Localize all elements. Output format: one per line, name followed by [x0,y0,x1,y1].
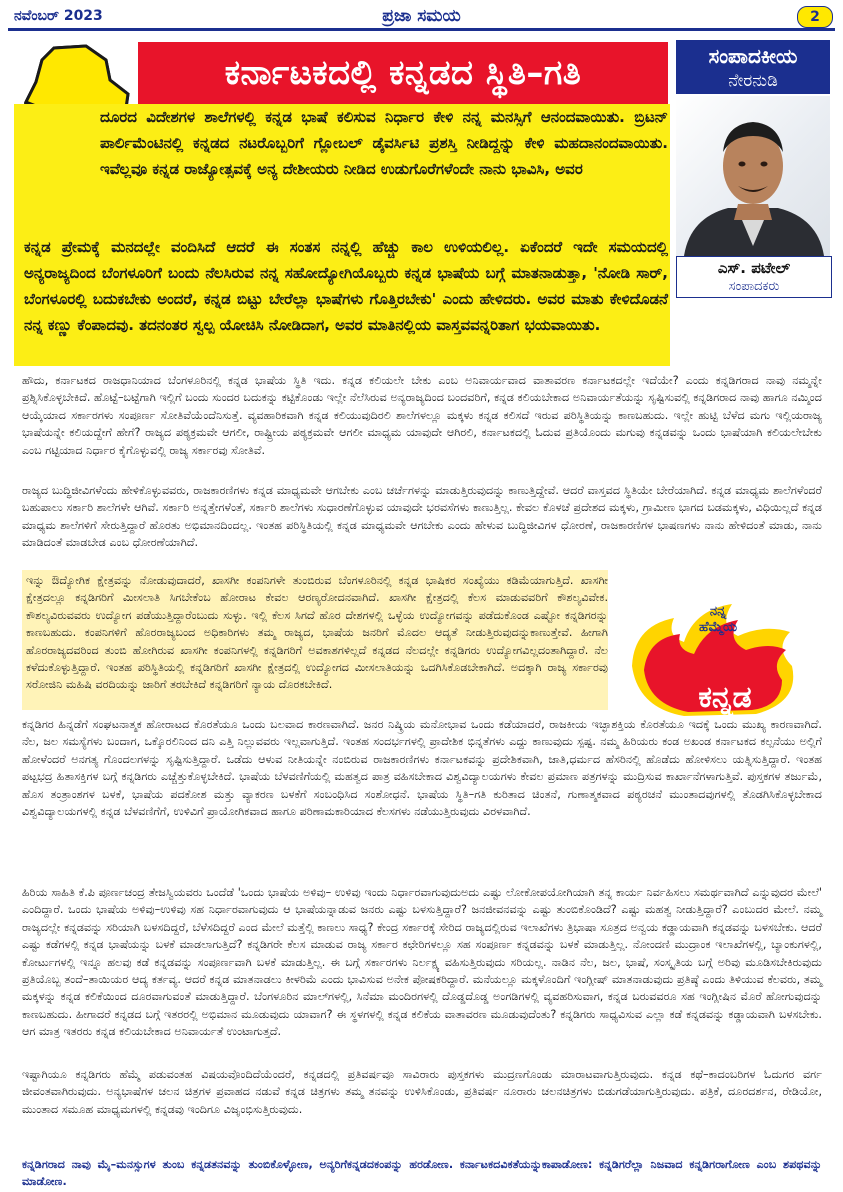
closing-pledge: ಕನ್ನಡಿಗರಾದ ನಾವು ಮೈ–ಮನಸ್ಸುಗಳ ತುಂಬ ಕನ್ನಡತನವನ್ನು ತುಂಬಿಕೊಳ್ಳೋಣ, ಅನ್ಯರಿಗೆಕನ್ನಡದಕಂಪನ್ನು ಹರಡೋಣ. ಕರ್ನಾಟಕದವಿಕತೆಯನ್ನುಕಾಪಾಡೋಣ: ಕನ್ನಡಿಗರೆಲ್ಲಾ ನಿಜವಾದ ಕನ್ನಡಿಗರಾಗೋಣ ಎಂಬ ಶಪಥವನ್ನು ಮಾಡೋಣ. [22,1158,822,1189]
body-paragraph-3: ಇನ್ನು ಔದ್ಯೋಗಿಕ ಕ್ಷೇತ್ರವನ್ನು ನೋಡುವುದಾದರೆ, ಖಾಸಗೀ ಕಂಪನಿಗಳೇ ತುಂಬಿರುವ ಬೆಂಗಳೂರಿನಲ್ಲಿ ಕನ್ನಡ ಭಾಷಿಕರ ಸಂಖ್ಯೆಯು ಕಡಿಮೆಯಾಗುತ್ತಿದೆ. ಖಾಸಗೀ ಕ್ಷೇತ್ರದಲ್ಲೂ ಕನ್ನಡಿಗರಿಗೆ ಮೀಸಲಾತಿ ಸಿಗಬೇಕೆಂಬ ಹೋರಾಟ ಕೇವಲ ಆರಣ್ಯರೋದನವಾಗಿದೆ. ಖಾಸಗೀ ಕ್ಷೇತ್ರದಲ್ಲಿ ಕೆಲಸ ಮಾಡುವವರಿಗೆ ಕೌಶಲ್ಯವಿವೇಕ. ಕೌಶಲ್ಯವಿರುವವರು ಉದ್ಯೋಗ ಪಡೆಯುತ್ತಿದ್ದಾರೆಂಬುದು ಸುಳ್ಳು. ಇಲ್ಲಿ ಕೆಲಸ ಸಿಗದೆ ಹೊರ ದೇಶಗಳಲ್ಲಿ ಒಳ್ಳೆಯ ಉದ್ಯೋಗವನ್ನು ಪಡೆದುಕೊಂಡ ಎಷ್ಟೋ ಕನ್ನಡಿಗರನ್ನು ಕಾಣಬಹುದು. ಕಂಪನಿಗಳಿಗೆ ಹೊರರಾಜ್ಯಬಂದ ಅಧಿಕಾರಿಗಳು ತಮ್ಮ ರಾಜ್ಯದ, ಭಾಷೆಯ ಜನರಿಗೆ ಮೊದಲ ಆದ್ಯತೆ ನೀಡುತ್ತಿರುವುದನ್ನುಕಾಣುತ್ತೇವೆ. ಹೀಗಾಗಿ ಹೊರರಾಜ್ಯದವರಿಂದ ತುಂಬಿ ಹೋಗಿರುವ ಖಾಸಗೀ ಕಂಪನಿಗಳಲ್ಲಿ ಕನ್ನಡಿಗರಿಗೆ ಅವಕಾಶಗಳಿಲ್ಲದೆ ಕನ್ನಡದ ನೆಲದಲ್ಲೇ ಕನ್ನಡಿಗರು ಉದ್ಯೋಗವಿಲ್ಲದಂತಾಗಿದ್ದಾರೆ. ನೆಲ ಕಳೆದುಕೊಳ್ಳುತ್ತಿದ್ದಾರೆ. ಇಂತಹ ಪರಿಸ್ಥಿತಿಯಲ್ಲಿ ಕನ್ನಡಿಗರಿಗೆ ಖಾಸಗೀ ಕ್ಷೇತ್ರದಲ್ಲಿ ಉದ್ಯೋಗದ ಮೀಸಲಾತಿಯನ್ನು ಒದಗಿಸಿಕೊಡಬೇಕಾಗಿದೆ. ಅದಕ್ಕಾಗಿ ರಾಜ್ಯ ಸರ್ಕಾರವು ಸರೋಜಿನಿ ಮಹಿಷಿ ವರದಿಯನ್ನು ಜಾರಿಗೆ ತರಬೇಕಿದೆ ಕನ್ನಡಿಗರಿಗೆ ನ್ಯಾಯ ದೊರಕಬೇಕಿದೆ. [26,574,608,692]
header-rule [8,28,835,31]
newspaper-title: ಪ್ರಜಾ ಸಮಯ [382,6,461,26]
emblem-word: ಕನ್ನಡ [698,680,752,715]
body-paragraph-4: ಕನ್ನಡಿಗರ ಹಿನ್ನಡೆಗೆ ಸಂಘಟನಾತ್ಮಕ ಹೋರಾಟದ ಕೊರತೆಯೂ ಒಂದು ಬಲವಾದ ಕಾರಣವಾಗಿದೆ. ಜನರ ನಿಷ್ಕ್ರಿಯ ಮನೋಭಾವ ಒಂದು ಕಡೆಯಾದರೆ, ರಾಜಕೀಯ ಇಚ್ಛಾಶಕ್ತಿಯ ಕೊರತೆಯೂ ಇದಕ್ಕೆ ಒಂದು ಮುಖ್ಯ ಕಾರಣವಾಗಿದೆ. ನೆಲ, ಜಲ ಸಮಸ್ಯೆಗಳು ಬಂದಾಗ, ಒಕ್ಕೊರಲಿನಿಂದ ದನಿ ಎತ್ತಿ ನಿಲ್ಲುವವರು ಇಲ್ಲವಾಗುತ್ತಿದೆ. ಇಂತಹ ಸಂದರ್ಭಗಳಲ್ಲಿ ಪ್ರಾದೇಶಿಕ ಭಿನ್ನತೆಗಳು ಎದ್ದು ಕಾಣುವುದು ಸ್ಪಷ್ಟ. ನಮ್ಮ ಹಿರಿಯರು ಕಂಡ ಅಖಂಡ ಕರ್ನಾಟಕದ ಕಲ್ಪನೆಯು ಅಲ್ಲಿಗೆ ಹೋಳೆಂದರೆ ಅನಗತ್ಯ ಗೊಂದಲಗಳನ್ನು ಸೃಷ್ಟಿಸುತ್ತಿದ್ದಾರೆ. ಒಡೆದು ಆಳುವ ನೀತಿಯನ್ನೇ ನಂಬಿರುವ ರಾಜಕಾರಣಿಗಳು ಕರ್ನಾಟಕವನ್ನು ಪ್ರದೇಶಿಕವಾಗಿ, ಜಾತಿ,ಧರ್ಮದ ಹೆಸರಿನಲ್ಲಿ ಹೊಡೆದು ಹೋಳಿಸಲು ಯತ್ನಿಸುತ್ತಿದ್ದಾರೆ. ಇಂತಹ ಪಟ್ಟಭದ್ರ ಹಿತಾಸಕ್ತಿಗಳ ಬಗ್ಗೆ ಕನ್ನಡಿಗರು ಎಚ್ಚೆತ್ತುಕೊಳ್ಳಬೇಕಿದೆ. ಭಾಷೆಯ ಬೆಳವಣಿಗೆಯಲ್ಲಿ ಮಹತ್ವದ ಪಾತ್ರ ವಹಿಸಬೇಕಾದ ವಿಶ್ವವಿದ್ಯಾಲಯಗಳು ಕೇವಲ ಪ್ರಮಾಣ ಪತ್ರಗಳನ್ನು ಮುದ್ರಿಸುವ ಕಾರ್ಖಾನೆಗಳಾಗುತ್ತಿವೆ. ಪುಸ್ತಕಗಳ ತರ್ಜುಮೆ, ಹೊಸ ತಂತ್ರಾಂಶಗಳ ಬಳಕೆ, ಭಾಷೆಯ ಪದಕೋಶ ಮತ್ತು ವ್ಯಾಕರಣ ಬಳಕೆಗೆ ಸಂಬಂಧಿಸಿದ ಸಂಶೋಧನೆ. ಭಾಷೆಯ ಸ್ಥಿತಿ–ಗತಿ ಕುರಿತಾದ ಚಿಂತನೆ, ಗುಣಾತ್ಮಕವಾದ ಪಠ್ಯರಚನೆ ಮುಂತಾದವುಗಳಲ್ಲಿ ತೊಡಗಿಸಿಕೊಳ್ಳಬೇಕಾದ ವಿಶ್ವವಿದ್ಯಾಲಯಗಳಲ್ಲಿ ಕನ್ನಡ ಬೆಳವಣಿಗೆಗೆ, ಉಳಿವಿಗೆ ಪ್ರಾಯೋಗಿಕವಾದ ಹಾಗೂ ಪರಿಣಾಮಕಾರಿಯಾದ ಕೆಲಸಗಳು ನಡೆಯುತ್ತಿರುವುದು ವಿರಳವಾಗಿದೆ. [22,718,822,819]
editor-photo [676,96,830,256]
editorial-lower-text: ಕನ್ನಡ ಪ್ರೇಮಕ್ಕೆ ಮನದಲ್ಲೇ ವಂದಿಸಿದೆ ಆದರೆ ಈ ಸಂತಸ ನನ್ನಲ್ಲಿ ಹೆಚ್ಚು ಕಾಲ ಉಳಿಯಲಿಲ್ಲ. ಏಕೆಂದರೆ ಇದೇ ಸಮಯದಲ್ಲಿ ಅನ್ಯರಾಜ್ಯದಿಂದ ಬೆಂಗಳೂರಿಗೆ ಬಂದು ನೆಲಸಿರುವ ನನ್ನ ಸಹೋದ್ಯೋಗಿಯೊಬ್ಬರು ಕನ್ನಡ ಭಾಷೆಯ ಬಗ್ಗೆ ಮಾತನಾಡುತ್ತಾ, 'ನೋಡಿ ಸಾರ್, ಬೆಂಗಳೂರಲ್ಲಿ ಬದುಕಬೇಕು ಅಂದರೆ, ಕನ್ನಡ ಬಿಟ್ಟು ಬೇರೆಲ್ಲಾ ಭಾಷೆಗಳು ಗೊತ್ತಿರಬೇಕು' ಎಂದು ಹೇಳಿದರು. ಅವರ ಮಾತು ಕೇಳಿದೊಡನೆ ನನ್ನ ಕಣ್ಣು ಕೆಂಪಾದವು. ತದನಂತರ ಸ್ವಲ್ಪ ಯೋಚಿಸಿ ನೋಡಿದಾಗ, ಅವರ ಮಾತಿನಲ್ಲಿಯ ವಾಸ್ತವವನ್ನರಿತಾಗ ಭಯವಾಯಿತು. [24,238,668,334]
emblem-caption [688,604,748,636]
emblem-line-1: ನನ್ನ [709,604,727,619]
editor-byline [676,256,832,298]
editorial-upper-text: ದೂರದ ವಿದೇಶಗಳ ಶಾಲೆಗಳಲ್ಲಿ ಕನ್ನಡ ಭಾಷೆ ಕಲಿಸುವ ನಿರ್ಧಾರ ಕೇಳಿ ನನ್ನ ಮನಸ್ಸಿಗೆ ಆನಂದವಾಯಿತು. ಬ್ರಿಟನ್ ಪಾರ್ಲಿಮೆಂಟಿನಲ್ಲಿ ಕನ್ನಡದ ನಟರೊಬ್ಬರಿಗೆ ಗ್ಲೋಬಲ್ ಡೈವರ್ಸಿಟಿ ಪ್ರಶಸ್ತಿ ನೀಡಿದ್ದನ್ನು ಕೇಳಿ ಮಹದಾನಂದವಾಯಿತು. ಇವೆಲ್ಲವೂ ಕನ್ನಡ ರಾಜ್ಯೋತ್ಸವಕ್ಕೆ ಅನ್ಯ ದೇಶೀಯರು ನೀಡಿದ ಉಡುಗೊರೆಗಳೆಂದೇ ನಾನು ಭಾವಿಸಿ, ಅವರ [100,108,668,178]
emblem-line-2: ಹೆಮ್ಮೆಯ [698,620,738,635]
editor-role: ಸಂಪಾದಕರು [728,279,780,294]
body-paragraph-5: ಹಿರಿಯ ಸಾಹಿತಿ ಕೆ.ಪಿ ಪೂರ್ಣಚಂದ್ರ ತೇಜಸ್ವಿಯವರು ಒಂದೆಡೆ 'ಒಂದು ಭಾಷೆಯ ಅಳಿವು– ಉಳಿವು ಇಂದು ನಿರ್ಧಾರವಾಗುವುದುಅದು ಎಷ್ಟು ಲೋಕೋಪಯೋಗಿಯಾಗಿ ತನ್ನ ಕಾರ್ಯ ನಿರ್ವಹಿಸಲು ಸಮರ್ಥವಾಗಿದೆ ಎನ್ನುವುದರ ಮೇಲೆ' ಎಂದಿದ್ದಾರೆ. ಒಂದು ಭಾಷೆಯ ಅಳಿವು–ಉಳಿವು ಸಹ ನಿರ್ಧಾರವಾಗುವುದು ಆ ಭಾಷೆಯನ್ನಾಡುವ ಜನರು ಎಷ್ಟು ಬಳಸುತ್ತಿದ್ದಾರೆ? ಜನಜೀವನವನ್ನು ಎಷ್ಟು ತುಂಬಿಕೊಂಡಿದೆ? ಎಷ್ಟು ಮಹತ್ವ ನೀಡುತ್ತಿದ್ದಾರೆ? ಎಂಬುದರ ಮೇಲೆ. ನಮ್ಮ ರಾಜ್ಯದಲ್ಲೇ ಕನ್ನಡವನ್ನು ಸರಿಯಾಗಿ ಬಳಸದಿದ್ದರೆ, ಬೆಳೆಸದಿದ್ದರೆ ಎಂದ ಮೇಲೆ ಮತ್ತೆಲ್ಲಿ ಕಾಣಲು ಸಾಧ್ಯ? ಕೇಂದ್ರ ಸರ್ಕಾರಕ್ಕೆ ಸೇರಿದ ರಾಜ್ಯದಲ್ಲಿರುವ ಇಲಾಖೆಗಳು ತ್ರಿಭಾಷಾ ಸೂತ್ರದ ಅನ್ವಯ ಕಡ್ಡಾಯವಾಗಿ ಕನ್ನಡವನ್ನು ಬಳಸಬೇಕು. ಆದರೆ ಎಷ್ಟು ಕಡೆಗಳಲ್ಲಿ ಕನ್ನಡ ಭಾಷೆಯನ್ನು ಬಳಕೆ ಮಾಡಲಾಗುತ್ತಿದೆ? ಕನ್ನಡಿಗರೇ ಕೆಲಸ ಮಾಡುವ ರಾಜ್ಯ ಸರ್ಕಾರ ಕಛೇರಿಗಳಲ್ಲೂ ಸಹ ಸಂಪೂರ್ಣ ಕನ್ನಡವನ್ನು ಬಳಕೆ ಮಾಡುತ್ತಿಲ್ಲ. ನೋಂದಣಿ ಮುದ್ರಾಂಕ ಇಲಾಖೆಗಳಲ್ಲಿ, ಬ್ಯಾಂಕುಗಳಲ್ಲಿ, ಕೋರ್ಟುಗಳಲ್ಲಿ ಇನ್ನೂ ಹಲವು ಕಡೆ ಕನ್ನಡವನ್ನು ಸಂಪೂರ್ಣವಾಗಿ ಬಳಕೆ ಮಾಡುತ್ತಿಲ್ಲ. ಈ ಬಗ್ಗೆ ಸರ್ಕಾರಗಳು ನಿರ್ಲಕ್ಷ್ಯ ವಹಿಸುತ್ತಿರುವುದು ಸರಿಯಲ್ಲ. ನಾಡಿನ ನೆಲ, ಜಲ, ಭಾಷೆ, ಸಂಸ್ಕೃತಿಯ ಬಗ್ಗೆ ಅರಿವು ಮೂಡಿಸಬೇಕಿರುವುದು ಪ್ರತಿಯೊಬ್ಬ ತಂದೆ–ತಾಯಿಯರ ಆದ್ಯ ಕರ್ತವ್ಯ. ಆದರೆ ಕನ್ನಡ ಮಾತನಾಡಲು ಕೀಳರಿಮೆ ಎಂದು ಭಾವಿಸುವ ಅನೇಕ ಪೋಷಕರಿದ್ದಾರೆ. ಮನೆಯಲ್ಲೂ ಮಕ್ಕಳೊಂದಿಗೆ ಇಂಗ್ಲೀಷ್ ಮಾತನಾಡುವುದು ಪ್ರತಿಷ್ಠೆ ಎಂದು ತಿಳಿಯುವ ಕೆಲವರು, ತಮ್ಮ ಮಕ್ಕಳನ್ನು ಕನ್ನಡ ಕಲಿಕೆಯಿಂದ ದೂರವಾಗುವಂತೆ ಮಾಡುತ್ತಿದ್ದಾರೆ. ಬೆಂಗಳೂರಿನ ಮಾಲ್‍ಗಳಲ್ಲಿ, ಸಿನೆಮಾ ಮಂದಿರಗಳಲ್ಲಿ ದೊಡ್ಡದೊಡ್ಡ ಅಂಗಡಿಗಳಲ್ಲಿ ವ್ಯವಹರಿಸುವಾಗ, ಕನ್ನಡ ಬರುವವರೂ ಸಹ ಇಂಗ್ಲೀಷಿನ ಮೊರೆ ಹೋಗುವುದನ್ನು ಕಾಣಬಹುದು. ಹೀಗಾದರೆ ಕನ್ನಡದ ಬಗ್ಗೆ ಇತರರಲ್ಲಿ ಅಭಿಮಾನ ಮೂಡುವುದು ಯಾವಾಗ? ಈ ಸ್ಥಳಗಳಲ್ಲಿ ಕನ್ನಡ ಕಲಿಕೆಯ ವಾತಾವರಣ ಮೂಡುವುದೆಂತು? ಕನ್ನಡಿಗರು ಸಾಧ್ಯವಿಸುವ ಎಲ್ಲಾ ಕಡೆ ಕನ್ನಡವನ್ನು ಕಡ್ಡಾಯವಾಗಿ ಬಳಸಬೇಕು. ಆಗ ಮಾತ್ರ ಇತರರು ಕನ್ನಡ ಕಲಿಯಬೇಕಾದ ಅನಿವಾರ್ಯತೆ ಉಂಟಾಗುತ್ತದೆ. [22,886,822,1039]
editorial-column-header [676,40,830,94]
headline: ಕರ್ನಾಟಕದಲ್ಲಿ ಕನ್ನಡದ ಸ್ಥಿತಿ–ಗತಿ [138,42,668,104]
page-header [8,6,835,30]
page-number-badge: 2 [797,6,833,28]
editor-portrait-icon [676,96,830,256]
column-subtitle: ನೇರನುಡಿ [728,71,778,91]
body-paragraph-6: ಇಷ್ಟಾಗಿಯೂ ಕನ್ನಡಿಗರು ಹೆಮ್ಮೆ ಪಡುವಂತಹ ವಿಷಯವೊಂದಿದೆಯೆಂದರೆ, ಕನ್ನಡದಲ್ಲಿ ಪ್ರತಿವರ್ಷವೂ ಸಾವಿರಾರು ಪುಸ್ತಕಗಳು ಮುದ್ರಣಗೊಂಡು ಮಾರಾಟವಾಗುತ್ತಿರುವುದು. ಕನ್ನಡ ಕಥೆ–ಕಾದಂಬರಿಗಳ ಓದುಗರ ವರ್ಗ ಜೀವಂತವಾಗಿರುವುದು. ಅನ್ಯಭಾಷೆಗಳ ಚಲನ ಚಿತ್ರಗಳ ಪ್ರವಾಹದ ನಡುವೆ ಕನ್ನಡ ಚಿತ್ರಗಳು ತಮ್ಮ ತನವನ್ನು ಉಳಿಸಿಕೊಂಡು, ಪ್ರತಿವರ್ಷ ನೂರಾರು ಚಲನಚಿತ್ರಗಳು ಬಿಡುಗಡೆಯಾಗುತ್ತಿರುವುದು. ಪತ್ರಿಕೆ, ದೂರದರ್ಶನ, ರೇಡಿಯೋ, ಮುಂತಾದ ಸಮೂಹ ಮಾಧ್ಯಮಗಳಲ್ಲಿ ಕನ್ನಡವು ಇಂದಿಗೂ ವಿಜೃಂಭಿಸುತ್ತಿರುವುದು. [22,1068,822,1116]
body-paragraph-2: ರಾಜ್ಯದ ಬುದ್ಧಿಜೀವಿಗಳೆಂದು ಹೇಳಿಕೊಳ್ಳುವವರು, ರಾಜಕಾರಣಿಗಳು ಕನ್ನಡ ಮಾಧ್ಯಮವೇ ಆಗಬೇಕು ಎಂಬ ಚರ್ಚೆಗಳನ್ನು ಮಾಡುತ್ತಿರುವುದನ್ನು ಕಾಣುತ್ತಿದ್ದೇವೆ. ಆದರೆ ವಾಸ್ತವದ ಸ್ಥಿತಿಯೇ ಬೇರೆಯಾಗಿದೆ. ಕನ್ನಡ ಮಾಧ್ಯಮ ಶಾಲೆಗಳೆಂದರೆ ಬಹುಪಾಲು ಸರ್ಕಾರಿ ಶಾಲೆಗಳೇ ಆಗಿವೆ. ಸರ್ಕಾರಿ ಅನ್ನತ್ತೇಗಳೆಂತೆ, ಸರ್ಕಾರಿ ಶಾಲೆಗಳು ಸುಧಾರಣೆಗೊಳ್ಳುವ ಯಾವುದೇ ಭರವಸೆಗಳು ಕಾಣುತ್ತಿಲ್ಲ. ಕೇವಲ ಕೊಳಚೆ ಪ್ರದೇಶದ ಮಕ್ಕಳು, ಗ್ರಾಮೀಣ ಭಾಗದ ಬಡಮಕ್ಕಳು, ವಿಧಿಯಿಲ್ಲದೆ ಕನ್ನಡ ಮಾಧ್ಯಮ ಶಾಲೆಗಳಿಗೆ ಸೇರುತ್ತಿದ್ದಾರೆ ಹೊರತು ಅಭಿಮಾನದಿಂದಲ್ಲ. ಇಂತಹ ಪರಿಸ್ಥಿತಿಯಲ್ಲಿ ಕನ್ನಡ ಮಾಧ್ಯಮವೇ ಆಗಬೇಕು ಎಂದು ಹೇಳುವ ಬುದ್ಧಿಜೀವಿಗಳ ಧೋರಣೆ, ರಾಜಕಾರಣಿಗಳ ಭಾಷಣಗಳು ನಾನು ಹೇಳಿದಂತೆ ಮಾಡು, ನಾನು ಮಾಡಿದಂತೆ ಮಾಡಬೇಡ ಎಂಬ ಧೋರಣೆಯಾಗಿದೆ. [22,484,822,550]
editor-name: ಎಸ್. ಪಟೇಲ್ [717,259,791,277]
body-paragraph-1: ಹೌದು, ಕರ್ನಾಟಕದ ರಾಜಧಾನಿಯಾದ ಬೆಂಗಳೂರಿನಲ್ಲಿ ಕನ್ನಡ ಭಾಷೆಯ ಸ್ಥಿತಿ ಇದು. ಕನ್ನಡ ಕಲಿಯಲೇ ಬೇಕು ಎಂಬ ಅನಿವಾರ್ಯವಾದ ವಾತಾವರಣ ಕರ್ನಾಟಕದಲ್ಲೇ ಇದೆಯೇ? ಎಂದು ಕನ್ನಡಿಗರಾದ ನಾವು ನಮ್ಮನ್ನೇ ಪ್ರಶ್ನಿಸಿಕೊಳ್ಳಬೇಕಿದೆ. ಹೊಟ್ಟೆ–ಬಟ್ಟೆಗಾಗಿ ಇಲ್ಲಿಗೆ ಬಂದು ಸುಂದರ ಬದುಕನ್ನು ಕಟ್ಟಿಕೊಂಡು ಇಲ್ಲೇ ನೆಲೆಸಿರುವ ಅನ್ಯರಾಜ್ಯದಿಂದ ಬಂದವರಿಗೆ, ಕನ್ನಡ ಕಲಿಯಬೇಕಾದ ಅನಿವಾರ್ಯತೆಯನ್ನು ಸೃಷ್ಟಿಸುವಲ್ಲಿ ಕನ್ನಡಿಗರಾದ ನಾವು ಹಾಗೂ ನಮ್ಮಿಂದ ಆಯ್ಕೆಯಾದ ಸರ್ಕಾರಗಳು ಸಂಪೂರ್ಣ ಸೋತಿವೆಯೆಂದೆನಿಸುತ್ತೆ. ವ್ಯವಹಾರಿಕವಾಗಿ ಕನ್ನಡ ಕಲಿಯುವುದಿರಲಿ ಶಾಲೆಗಳಲ್ಲೂ ಮಕ್ಕಳು ಕನ್ನಡ ಕಲಿಸದೆ ಇರುವ ಪರಿಸ್ಥಿತಿಯನ್ನು ಕಾಣಬಹುದು. ಇಲ್ಲೇ ಹುಟ್ಟಿ ಬೆಳೆದ ಮಗು ಇಲ್ಲಿಯರಾಜ್ಯ ಭಾಷೆಯನ್ನೇ ಕಲಿಯದ್ದೇಗೆ ಹೇಗೆ? ರಾಜ್ಯದ ಪಠ್ಯಕ್ರಮವೇ ಆಗಲೀ, ರಾಷ್ಟ್ರೀಯ ಪಠ್ಯಕ್ರಮವೇ ಆಗಲೀ ಮಾಧ್ಯಮ ಯಾವುದೇ ಆಗಿರಲಿ, ಕರ್ನಾಟಕದಲ್ಲಿ ಓದುವ ಪ್ರತಿಯೊಂದು ಮಗುವು ಕನ್ನಡವನ್ನು ಒಂದು ಭಾಷೆಯಾಗಿ ಕಲಿಯಲೇಬೇಕು ಎಂಬ ಗಟ್ಟಿಯಾದ ನಿರ್ಧಾರ ಕೈಗೊಳ್ಳುವಲ್ಲಿ ರಾಜ್ಯ ಸರ್ಕಾರವು ಸೋತಿವೆ. [22,374,822,457]
column-title: ಸಂಪಾದಕೀಯ [708,44,798,68]
issue-date: ನವೆಂಬರ್ 2023 [14,8,103,24]
